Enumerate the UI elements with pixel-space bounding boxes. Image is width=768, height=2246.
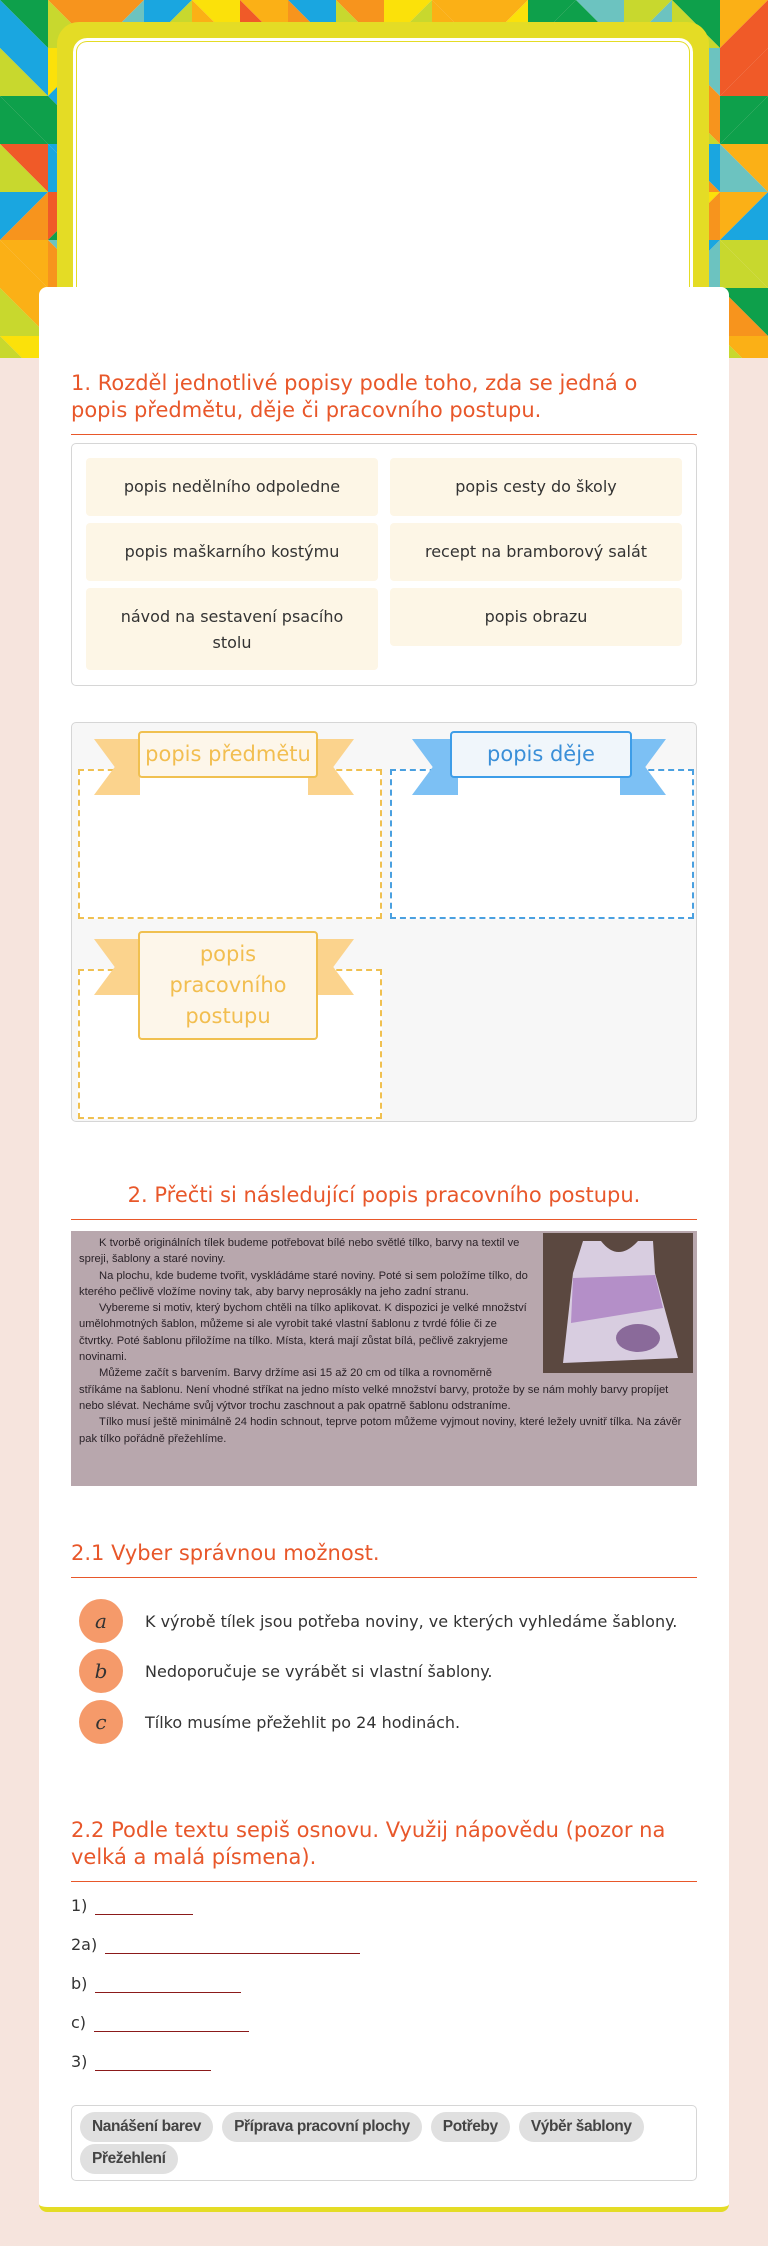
option-letter: a — [79, 1599, 123, 1643]
section2-title: 2. Přečti si následující popis pracovního postupu. — [71, 1182, 697, 1220]
blank-label: 3) — [71, 2052, 88, 2071]
blank-drop-field[interactable] — [105, 1934, 360, 1954]
paragraph: Tílko musí ještě minimálně 24 hodin schnout, teprve potom můžeme vyjmout noviny, které ležely uvnitř tílka. Na závěr pak tílko pořádně přežehlíme. — [79, 1416, 682, 1445]
section1-title: 1. Rozděl jednotlivé popisy podle toho, zda se jedná o popis předmětu, děje či pracovního postupu. — [71, 370, 697, 435]
ribbon-tail — [94, 739, 140, 795]
draggable-item[interactable]: popis maškarního kostýmu — [86, 523, 378, 581]
answer-chip[interactable]: Nanášení barev — [80, 2112, 213, 2142]
section22-title: 2.2 Podle textu sepiš osnovu. Využij nápovědu (pozor na velká a malá písmena). — [71, 1817, 697, 1882]
paragraph: Můžeme začít s barvením. Barvy držíme asi 15 až 20 cm od tílka a rovnoměrně stříkáme na šablonu. Není vhodné stříkat na jedno místo velké množství barvy, protože by se nám mohly barvy propíjet nebo slévat. Necháme svůj výtvor trochu zaschnout a pak opatrně šablonu odstraníme. — [79, 1367, 669, 1412]
tank-top-photo — [543, 1233, 693, 1373]
category-label-deje: popis děje — [450, 731, 632, 778]
blank-row — [71, 2012, 249, 2032]
answer-chip[interactable]: Příprava pracovní plochy — [222, 2112, 422, 2142]
option-letter: b — [79, 1649, 123, 1693]
worksheet-card — [39, 287, 729, 2212]
blank-drop-field[interactable] — [95, 2051, 211, 2071]
option-text: Tílko musíme přežehlit po 24 hodinách. — [145, 1712, 461, 1732]
answer-chip[interactable]: Potřeby — [431, 2112, 510, 2142]
option-c[interactable] — [79, 1700, 460, 1744]
answer-chips-pool — [71, 2105, 697, 2181]
blank-drop-field[interactable] — [95, 1895, 193, 1915]
blank-label: 2a) — [71, 1935, 98, 1954]
option-text: Nedoporučuje se vyrábět si vlastní šablony. — [145, 1661, 493, 1681]
text-photo — [71, 1231, 697, 1486]
draggable-item[interactable]: popis cesty do školy — [390, 458, 682, 516]
option-b[interactable] — [79, 1649, 493, 1693]
draggable-item[interactable]: návod na sestavení psacího stolu — [86, 588, 378, 670]
items-pool — [71, 443, 697, 686]
paragraph: K tvorbě originálních tílek budeme potřebovat bílé nebo světlé tílko, barvy na textil ve spreji, šablony a staré noviny. — [79, 1237, 520, 1266]
blank-label: b) — [71, 1974, 88, 1993]
ribbon-tail — [94, 939, 140, 995]
option-a[interactable] — [79, 1599, 677, 1643]
draggable-item[interactable]: popis nedělního odpoledne — [86, 458, 378, 516]
paragraph: Na plochu, kde budeme tvořit, vyskládáme staré noviny. Poté si sem položíme tílko, do kterého pečlivě vložíme noviny tak, aby barvy neprosákly na jeho zadní stranu. — [79, 1269, 528, 1298]
blank-drop-field[interactable] — [95, 1973, 241, 1993]
blank-label: c) — [71, 2013, 87, 2032]
answer-chip[interactable]: Přežehlení — [80, 2144, 178, 2174]
blank-row — [71, 1934, 360, 1954]
blank-row — [71, 2051, 211, 2071]
sorting-area — [71, 722, 697, 1122]
option-letter: c — [79, 1700, 123, 1744]
option-text: K výrobě tílek jsou potřeba noviny, ve kterých vyhledáme šablony. — [145, 1611, 678, 1631]
blank-row — [71, 1973, 241, 1993]
answer-chip[interactable]: Výběr šablony — [519, 2112, 644, 2142]
paragraph: Vybereme si motiv, který bychom chtěli na tílko aplikovat. K dispozici je velké množství umělohmotných šablon, můžeme si ale vyrobit také vlastní šablonu z tvrdé fólie či ze čtvrtky. Poté šablonu přiložíme na tílko. Místa, která mají zůstat bílá, pečlivě zakryjeme novinami. — [79, 1302, 527, 1364]
category-label-postup: popis pracovního postupu — [138, 931, 318, 1040]
draggable-item[interactable]: recept na bramborový salát — [390, 523, 682, 581]
blank-drop-field[interactable] — [94, 2012, 249, 2032]
header-panel — [71, 36, 695, 322]
blank-label: 1) — [71, 1896, 88, 1915]
header-frame — [57, 22, 709, 322]
category-label-predmet: popis předmětu — [138, 731, 318, 778]
blank-row — [71, 1895, 193, 1915]
draggable-item[interactable]: popis obrazu — [390, 588, 682, 646]
section21-title: 2.1 Vyber správnou možnost. — [71, 1540, 697, 1578]
